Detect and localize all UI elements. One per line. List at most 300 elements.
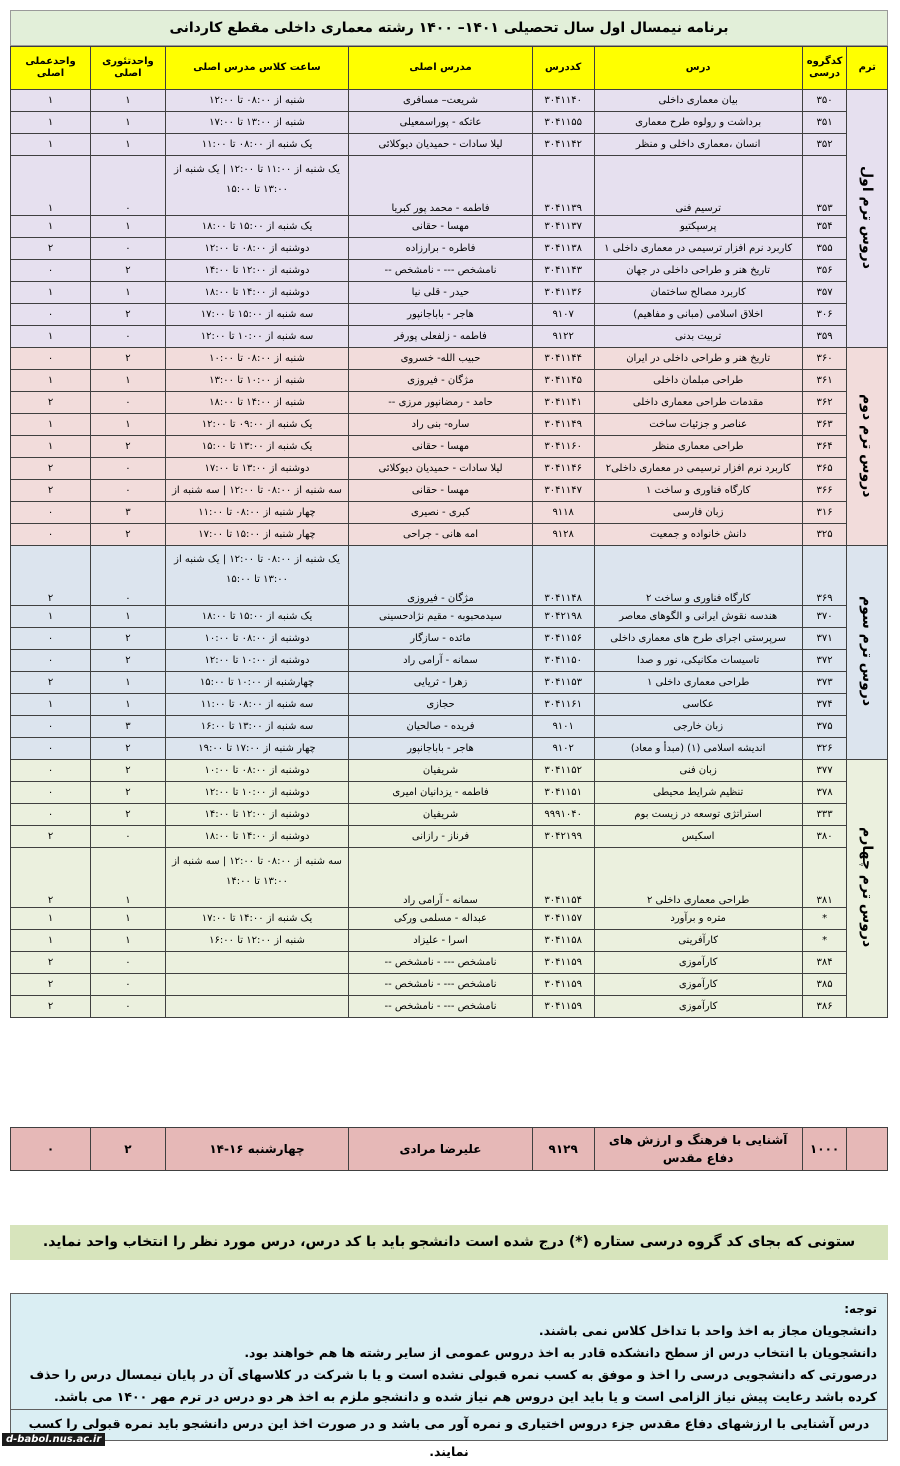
course-cell: انسان ،معماری داخلی و منظر xyxy=(594,134,802,156)
instructor-cell: فرناز - رازانی xyxy=(349,826,533,848)
time-cell: سه شنبه از ۱۳:۰۰ تا ۱۶:۰۰ xyxy=(165,716,349,738)
course-cell: هندسه نقوش ایرانی و الگوهای معاصر xyxy=(594,606,802,628)
practical-units-cell: ۰ xyxy=(11,760,91,782)
group-code-cell: ۳۵۴ xyxy=(802,216,847,238)
time-cell: چهار شنبه از ۰۸:۰۰ تا ۱۱:۰۰ xyxy=(165,502,349,524)
term-label: دروس ترم سوم xyxy=(859,596,876,707)
extra-group: ۱۰۰۰ xyxy=(802,1128,847,1171)
table-row xyxy=(11,930,888,952)
table-row xyxy=(11,782,888,804)
instructor-cell: نامشخص --- - نامشخص -- xyxy=(349,996,533,1018)
table-row xyxy=(11,112,888,134)
theory-units-cell: ۱ xyxy=(91,672,166,694)
practical-units-cell: ۲ xyxy=(11,480,91,502)
course-code-cell: ۳۰۴۲۱۹۹ xyxy=(532,826,594,848)
time-cell: دوشنبه از ۰۸:۰۰ تا ۱۲:۰۰ xyxy=(165,238,349,260)
instructor-cell: حبیب الله- خسروی xyxy=(349,348,533,370)
practical-units-cell: ۰ xyxy=(11,804,91,826)
theory-units-cell: ۲ xyxy=(91,650,166,672)
group-code-cell: ۳۸۱ xyxy=(802,848,847,908)
instructor-cell: لیلا سادات - حمیدیان دیوکلائی xyxy=(349,458,533,480)
practical-units-cell: ۱ xyxy=(11,90,91,112)
course-code-cell: ۳۰۴۱۱۵۳ xyxy=(532,672,594,694)
practical-units-cell: ۱ xyxy=(11,112,91,134)
course-cell: پرسپکتیو xyxy=(594,216,802,238)
course-code-cell: ۹۱۲۸ xyxy=(532,524,594,546)
instructor-cell: فاطمه - زلفعلی پورفر xyxy=(349,326,533,348)
extra-course-name: آشنایی با فرهنگ و ارزش های دفاع مقدس xyxy=(594,1128,802,1171)
table-row xyxy=(11,326,888,348)
note-line: دانشجویان با انتخاب درس از سطح دانشکده قادر به اخذ دروس عمومی از سایر رشته ها هم خواهند بود. xyxy=(244,1345,877,1360)
course-cell: اخلاق اسلامی (مبانی و مفاهیم) xyxy=(594,304,802,326)
instructor-cell: مائده - سازگار xyxy=(349,628,533,650)
course-code-cell: ۳۰۴۱۱۴۳ xyxy=(532,260,594,282)
time-cell: شنبه از ۰۸:۰۰ تا ۱۲:۰۰ xyxy=(165,90,349,112)
instructor-cell: حامد - رمضانپور مرزی -- xyxy=(349,392,533,414)
theory-units-cell: ۲ xyxy=(91,760,166,782)
course-code-cell: ۳۰۴۱۱۴۵ xyxy=(532,370,594,392)
group-code-cell: ۳۶۹ xyxy=(802,546,847,606)
page-title: برنامه نیمسال اول سال تحصیلی ۱۴۰۱– ۱۴۰۰ رشته معماری داخلی مقطع کاردانی xyxy=(10,10,888,46)
table-row xyxy=(11,414,888,436)
group-code-cell: ۳۵۰ xyxy=(802,90,847,112)
time-cell: سه شنبه از ۱۵:۰۰ تا ۱۷:۰۰ xyxy=(165,304,349,326)
group-code-cell: ۳۶۳ xyxy=(802,414,847,436)
group-code-cell: ۳۵۳ xyxy=(802,156,847,216)
instructor-cell: فاطمه - محمد پور کبریا xyxy=(349,156,533,216)
time-cell: چهار شنبه از ۱۵:۰۰ تا ۱۷:۰۰ xyxy=(165,524,349,546)
instructor-cell: اسرا - علیزاد xyxy=(349,930,533,952)
theory-units-cell: ۱ xyxy=(91,134,166,156)
course-code-cell: ۹۱۰۱ xyxy=(532,716,594,738)
theory-units-cell: ۱ xyxy=(91,930,166,952)
course-code-cell: ۹۱۰۲ xyxy=(532,738,594,760)
instructor-cell: سیدمحبوبه - مقیم نژادحسینی xyxy=(349,606,533,628)
practical-units-cell: ۲ xyxy=(11,392,91,414)
group-code-cell: ۳۱۶ xyxy=(802,502,847,524)
extra-time: چهارشنبه ۱۶-۱۴ xyxy=(165,1128,349,1171)
group-code-cell: * xyxy=(802,908,847,930)
table-row xyxy=(11,90,888,112)
group-code-cell: ۳۰۶ xyxy=(802,304,847,326)
extra-instructor: علیرضا مرادی xyxy=(349,1128,533,1171)
header-term: ترم xyxy=(847,47,888,90)
course-cell: کاربرد مصالح ساختمان xyxy=(594,282,802,304)
practical-units-cell: ۰ xyxy=(11,716,91,738)
instructor-cell: نامشخص --- - نامشخص -- xyxy=(349,952,533,974)
header-row xyxy=(11,47,888,90)
theory-units-cell: ۱ xyxy=(91,848,166,908)
time-cell: دوشنبه از ۱۰:۰۰ تا ۱۲:۰۰ xyxy=(165,782,349,804)
group-code-cell: ۳۲۶ xyxy=(802,738,847,760)
practical-units-cell: ۰ xyxy=(11,650,91,672)
practical-units-cell: ۲ xyxy=(11,848,91,908)
course-cell: مقدمات طراحی معماری داخلی xyxy=(594,392,802,414)
term-label: دروس ترم اول xyxy=(859,166,876,269)
course-cell: تاسیسات مکانیکی، نور و صدا xyxy=(594,650,802,672)
instructor-cell: مهسا - حقانی xyxy=(349,480,533,502)
theory-units-cell: ۱ xyxy=(91,606,166,628)
theory-units-cell: ۱ xyxy=(91,112,166,134)
time-cell: دوشنبه از ۱۰:۰۰ تا ۱۲:۰۰ xyxy=(165,650,349,672)
theory-units-cell: ۲ xyxy=(91,304,166,326)
theory-units-cell: ۱ xyxy=(91,282,166,304)
time-cell: یک شنبه از ۰۹:۰۰ تا ۱۲:۰۰ xyxy=(165,414,349,436)
table-row xyxy=(11,672,888,694)
course-code-cell: ۳۰۴۱۱۵۶ xyxy=(532,628,594,650)
extra-practical: ۰ xyxy=(11,1128,91,1171)
note-line: درصورتی که دانشجویی درسی را اخذ و موفق به کسب نمره قبولی نشده است و یا با شرکت در کلاسهای آن در پایان نیمسال درس را حذف کرده باشد رعایت پیش نیاز الزامی است و یا باید این دروس هم نیاز شده و دانشجو ملزم به اخذ هر دو درس در ترم مهر ۱۴۰۰ می باشد. xyxy=(29,1367,877,1404)
table-row xyxy=(11,650,888,672)
table-row xyxy=(11,694,888,716)
time-cell: یک شنبه از ۱۴:۰۰ تا ۱۷:۰۰ xyxy=(165,908,349,930)
course-cell: طراحی معماری داخلی ۱ xyxy=(594,672,802,694)
practical-units-cell: ۱ xyxy=(11,216,91,238)
theory-units-cell: ۰ xyxy=(91,952,166,974)
term-label: دروس ترم دوم xyxy=(859,393,876,498)
course-cell: کارآموزی xyxy=(594,996,802,1018)
instructor-cell: فاطمه - یزدانیان امیری xyxy=(349,782,533,804)
group-code-cell: ۳۶۶ xyxy=(802,480,847,502)
practical-units-cell: ۰ xyxy=(11,348,91,370)
course-code-cell: ۳۰۴۱۱۵۸ xyxy=(532,930,594,952)
course-cell: کاربرد نرم افزار ترسیمی در معماری داخلی۲ xyxy=(594,458,802,480)
instructor-cell: فاطره - برارزاده xyxy=(349,238,533,260)
course-cell: زبان خارجی xyxy=(594,716,802,738)
course-code-cell: ۳۰۴۱۱۵۰ xyxy=(532,650,594,672)
table-row xyxy=(11,826,888,848)
group-code-cell: ۳۸۵ xyxy=(802,974,847,996)
practical-units-cell: ۱ xyxy=(11,414,91,436)
theory-units-cell: ۲ xyxy=(91,738,166,760)
practical-units-cell: ۰ xyxy=(11,502,91,524)
extra-course-table xyxy=(10,1127,888,1171)
course-code-cell: ۳۰۴۱۱۵۵ xyxy=(532,112,594,134)
course-code-cell: ۳۰۴۱۱۵۹ xyxy=(532,996,594,1018)
practical-units-cell: ۲ xyxy=(11,952,91,974)
table-row xyxy=(11,370,888,392)
table-row xyxy=(11,738,888,760)
instructor-cell: عاتکه - پوراسمعیلی xyxy=(349,112,533,134)
practical-units-cell: ۲ xyxy=(11,996,91,1018)
practical-units-cell: ۰ xyxy=(11,260,91,282)
group-code-cell: ۳۵۹ xyxy=(802,326,847,348)
course-code-cell: ۳۰۴۲۱۹۸ xyxy=(532,606,594,628)
table-row xyxy=(11,392,888,414)
practical-units-cell: ۱ xyxy=(11,326,91,348)
group-code-cell: ۳۶۰ xyxy=(802,348,847,370)
theory-units-cell: ۱ xyxy=(91,90,166,112)
course-cell: سرپرستی اجرای طرح های معماری داخلی xyxy=(594,628,802,650)
table-row xyxy=(11,628,888,650)
theory-units-cell: ۰ xyxy=(91,238,166,260)
instructor-cell: حیدر - قلی نیا xyxy=(349,282,533,304)
table-row xyxy=(11,458,888,480)
theory-units-cell: ۲ xyxy=(91,260,166,282)
theory-units-cell: ۰ xyxy=(91,156,166,216)
course-code-cell: ۳۰۴۱۱۵۱ xyxy=(532,782,594,804)
time-cell: دوشنبه از ۱۲:۰۰ تا ۱۴:۰۰ xyxy=(165,260,349,282)
course-cell: کاربرد نرم افزار ترسیمی در معماری داخلی ۱ xyxy=(594,238,802,260)
instructor-cell: شریعت– مسافری xyxy=(349,90,533,112)
course-code-cell: ۳۰۴۱۱۴۶ xyxy=(532,458,594,480)
instructor-cell: هاجر - باباجانپور xyxy=(349,738,533,760)
theory-units-cell: ۲ xyxy=(91,436,166,458)
instructor-cell: عبداله - مسلمی ورکی xyxy=(349,908,533,930)
time-cell xyxy=(165,952,349,974)
course-cell: کارگاه فناوری و ساخت ۲ xyxy=(594,546,802,606)
course-code-cell: ۳۰۴۱۱۴۰ xyxy=(532,90,594,112)
theory-units-cell: ۲ xyxy=(91,348,166,370)
group-code-cell: ۳۵۲ xyxy=(802,134,847,156)
instructor-cell: شریفیان xyxy=(349,760,533,782)
table-row xyxy=(11,952,888,974)
theory-units-cell: ۰ xyxy=(91,546,166,606)
course-code-cell: ۳۰۴۱۱۳۶ xyxy=(532,282,594,304)
instructor-cell: هاجر - باباجانپور xyxy=(349,304,533,326)
term-label-cell xyxy=(847,760,888,1018)
course-code-cell: ۳۰۴۱۱۴۷ xyxy=(532,480,594,502)
course-cell: طراحی مبلمان داخلی xyxy=(594,370,802,392)
header-practical-units: واحدعملی اصلی xyxy=(11,47,91,90)
course-code-cell: ۳۰۴۱۱۶۰ xyxy=(532,436,594,458)
group-code-cell: ۳۶۴ xyxy=(802,436,847,458)
practical-units-cell: ۱ xyxy=(11,156,91,216)
instructor-cell: نامشخص --- - نامشخص -- xyxy=(349,974,533,996)
group-code-cell: ۳۷۸ xyxy=(802,782,847,804)
course-code-cell: ۹۱۱۸ xyxy=(532,502,594,524)
term-label-cell xyxy=(847,546,888,760)
time-cell: یک شنبه از ۱۵:۰۰ تا ۱۸:۰۰ xyxy=(165,216,349,238)
group-code-cell: ۳۸۴ xyxy=(802,952,847,974)
header-theory-units: واحدتئوری اصلی xyxy=(91,47,166,90)
time-cell xyxy=(165,974,349,996)
term-label-cell xyxy=(847,90,888,348)
practical-units-cell: ۱ xyxy=(11,930,91,952)
time-cell: شنبه از ۱۲:۰۰ تا ۱۶:۰۰ xyxy=(165,930,349,952)
practical-units-cell: ۱ xyxy=(11,606,91,628)
table-row xyxy=(11,436,888,458)
theory-units-cell: ۲ xyxy=(91,628,166,650)
course-cell: عناصر و جزئیات ساخت xyxy=(594,414,802,436)
group-code-cell: ۳۷۴ xyxy=(802,694,847,716)
group-code-cell: ۳۲۵ xyxy=(802,524,847,546)
course-cell: تربیت بدنی xyxy=(594,326,802,348)
course-code-cell: ۳۰۴۱۱۵۹ xyxy=(532,974,594,996)
course-cell: کارگاه فناوری و ساخت ۱ xyxy=(594,480,802,502)
table-row xyxy=(11,238,888,260)
course-cell: متره و برآورد xyxy=(594,908,802,930)
group-code-cell: ۳۸۶ xyxy=(802,996,847,1018)
table-row xyxy=(11,348,888,370)
table-row xyxy=(11,480,888,502)
instructor-cell: مژگان - فیروزی xyxy=(349,546,533,606)
time-cell: سه شنبه از ۰۸:۰۰ تا ۱۲:۰۰ | سه شنبه از xyxy=(165,480,349,502)
course-code-cell: ۹۹۹۱۰۴۰ xyxy=(532,804,594,826)
course-code-cell: ۳۰۴۱۱۵۲ xyxy=(532,760,594,782)
course-code-cell: ۳۰۴۱۱۴۸ xyxy=(532,546,594,606)
practical-units-cell: ۲ xyxy=(11,672,91,694)
time-cell: دوشنبه از ۰۸:۰۰ تا ۱۰:۰۰ xyxy=(165,760,349,782)
group-code-cell: ۳۸۰ xyxy=(802,826,847,848)
course-cell: زبان فنی xyxy=(594,760,802,782)
time-cell: یک شنبه از ۰۸:۰۰ تا ۱۱:۰۰ xyxy=(165,134,349,156)
theory-units-cell: ۰ xyxy=(91,326,166,348)
time-cell: چهار شنبه از ۱۷:۰۰ تا ۱۹:۰۰ xyxy=(165,738,349,760)
theory-units-cell: ۰ xyxy=(91,826,166,848)
course-cell: زبان فارسی xyxy=(594,502,802,524)
course-code-cell: ۳۰۴۱۱۵۷ xyxy=(532,908,594,930)
table-row xyxy=(11,260,888,282)
extra-course-code: ۹۱۲۹ xyxy=(532,1128,594,1171)
course-code-cell: ۳۰۴۱۱۳۷ xyxy=(532,216,594,238)
instructor-cell: سمانه - آرامی راد xyxy=(349,650,533,672)
practical-units-cell: ۰ xyxy=(11,782,91,804)
group-code-cell: ۳۷۲ xyxy=(802,650,847,672)
course-cell: کارآموزی xyxy=(594,952,802,974)
instructor-cell: مهسا - حقانی xyxy=(349,216,533,238)
group-code-cell: ۳۷۳ xyxy=(802,672,847,694)
instructor-cell: کبری - نصیری xyxy=(349,502,533,524)
theory-units-cell: ۱ xyxy=(91,370,166,392)
theory-units-cell: ۲ xyxy=(91,782,166,804)
time-cell xyxy=(165,996,349,1018)
time-cell: سه شنبه از ۰۸:۰۰ تا ۱۲:۰۰ | سه شنبه از ۱۳:۰۰ تا ۱۴:۰۰ xyxy=(165,848,349,908)
course-cell: کارآموزی xyxy=(594,974,802,996)
theory-units-cell: ۱ xyxy=(91,908,166,930)
header-instructor: مدرس اصلی xyxy=(349,47,533,90)
group-code-cell: ۳۶۱ xyxy=(802,370,847,392)
group-code-cell: ۳۵۵ xyxy=(802,238,847,260)
header-course-code: کددرس xyxy=(532,47,594,90)
group-code-cell: ۳۵۱ xyxy=(802,112,847,134)
course-code-cell: ۳۰۴۱۱۴۲ xyxy=(532,134,594,156)
course-cell: طراحی معماری داخلی ۲ xyxy=(594,848,802,908)
time-cell: یک شنبه از ۱۱:۰۰ تا ۱۲:۰۰ | یک شنبه از ۱۳:۰۰ تا ۱۵:۰۰ xyxy=(165,156,349,216)
term-label: دروس ترم چهارم xyxy=(859,827,876,948)
schedule-table xyxy=(10,46,888,1018)
course-code-cell: ۳۰۴۱۱۳۸ xyxy=(532,238,594,260)
course-code-cell: ۳۰۴۱۱۴۹ xyxy=(532,414,594,436)
time-cell: سه شنبه از ۰۸:۰۰ تا ۱۱:۰۰ xyxy=(165,694,349,716)
time-cell: سه شنبه از ۱۰:۰۰ تا ۱۲:۰۰ xyxy=(165,326,349,348)
course-cell: بیان معماری داخلی xyxy=(594,90,802,112)
extra-theory: ۲ xyxy=(91,1128,166,1171)
table-row xyxy=(11,760,888,782)
practical-units-cell: ۱ xyxy=(11,282,91,304)
notes-heading: توجه: xyxy=(844,1302,877,1316)
instructor-cell: زهرا - ثریایی xyxy=(349,672,533,694)
course-code-cell: ۳۰۴۱۱۴۴ xyxy=(532,348,594,370)
instructor-cell: لیلا سادات - حمیدیان دیوکلائی xyxy=(349,134,533,156)
practical-units-cell: ۰ xyxy=(11,304,91,326)
course-code-cell: ۳۰۴۱۱۵۴ xyxy=(532,848,594,908)
course-code-cell: ۳۰۴۱۱۵۹ xyxy=(532,952,594,974)
course-cell: تنظیم شرایط محیطی xyxy=(594,782,802,804)
course-code-cell: ۳۰۴۱۱۶۱ xyxy=(532,694,594,716)
course-cell: کارآفرینی xyxy=(594,930,802,952)
practical-units-cell: ۲ xyxy=(11,974,91,996)
table-row xyxy=(11,848,888,908)
theory-units-cell: ۰ xyxy=(91,974,166,996)
table-row xyxy=(11,974,888,996)
practical-units-cell: ۱ xyxy=(11,370,91,392)
practical-units-cell: ۲ xyxy=(11,238,91,260)
course-cell: دانش خانواده و جمعیت xyxy=(594,524,802,546)
group-code-cell: ۳۷۷ xyxy=(802,760,847,782)
practical-units-cell: ۱ xyxy=(11,694,91,716)
time-cell: دوشنبه از ۱۴:۰۰ تا ۱۸:۰۰ xyxy=(165,826,349,848)
course-cell: طراحی معماری منظر xyxy=(594,436,802,458)
practical-units-cell: ۱ xyxy=(11,436,91,458)
theory-units-cell: ۰ xyxy=(91,458,166,480)
instructor-cell: مهسا - حقانی xyxy=(349,436,533,458)
note-last: درس آشنایی با ارزشهای دفاع مقدس جزء دروس اختیاری و نمره آور می باشد و در صورت اخذ این درس دانشجو باید نمره قبولی را کسب نمایند. xyxy=(11,1409,887,1440)
time-cell: شنبه از ۱۰:۰۰ تا ۱۳:۰۰ xyxy=(165,370,349,392)
practical-units-cell: ۲ xyxy=(11,458,91,480)
group-code-cell: ۳۷۱ xyxy=(802,628,847,650)
practical-units-cell: ۰ xyxy=(11,524,91,546)
practical-units-cell: ۰ xyxy=(11,738,91,760)
table-row xyxy=(11,804,888,826)
course-code-cell: ۳۰۴۱۱۴۱ xyxy=(532,392,594,414)
time-cell: دوشنبه از ۰۸:۰۰ تا ۱۰:۰۰ xyxy=(165,628,349,650)
time-cell: چهارشنبه از ۱۰:۰۰ تا ۱۵:۰۰ xyxy=(165,672,349,694)
time-cell: یک شنبه از ۰۸:۰۰ تا ۱۲:۰۰ | یک شنبه از ۱۳:۰۰ تا ۱۵:۰۰ xyxy=(165,546,349,606)
theory-units-cell: ۳ xyxy=(91,716,166,738)
group-code-cell: ۳۳۳ xyxy=(802,804,847,826)
time-cell: شنبه از ۰۸:۰۰ تا ۱۰:۰۰ xyxy=(165,348,349,370)
table-row xyxy=(11,502,888,524)
table-row xyxy=(11,524,888,546)
instructor-cell: ساره- بنی راد xyxy=(349,414,533,436)
table-row xyxy=(11,546,888,606)
notes-box xyxy=(10,1293,888,1459)
time-cell: دوشنبه از ۱۳:۰۰ تا ۱۷:۰۰ xyxy=(165,458,349,480)
table-row xyxy=(11,156,888,216)
time-cell: یک شنبه از ۱۳:۰۰ تا ۱۵:۰۰ xyxy=(165,436,349,458)
time-cell: شنبه از ۱۳:۰۰ تا ۱۷:۰۰ xyxy=(165,112,349,134)
instructor-cell: سمانه - آرامی راد xyxy=(349,848,533,908)
group-code-cell: ۳۷۰ xyxy=(802,606,847,628)
theory-units-cell: ۰ xyxy=(91,392,166,414)
instructor-cell: نامشخص --- - نامشخص -- xyxy=(349,260,533,282)
course-code-cell: ۹۱۲۲ xyxy=(532,326,594,348)
time-cell: دوشنبه از ۱۲:۰۰ تا ۱۴:۰۰ xyxy=(165,804,349,826)
theory-units-cell: ۱ xyxy=(91,216,166,238)
header-course: درس xyxy=(594,47,802,90)
instructor-cell: شریفیان xyxy=(349,804,533,826)
table-row xyxy=(11,304,888,326)
instructor-cell: فریده - صالحیان xyxy=(349,716,533,738)
course-cell: تاریخ هنر و طراحی داخلی در ایران xyxy=(594,348,802,370)
theory-units-cell: ۲ xyxy=(91,524,166,546)
course-cell: تاریخ هنر و طراحی داخلی در جهان xyxy=(594,260,802,282)
extra-course-row xyxy=(11,1128,888,1171)
course-cell: برداشت و رولوه طرح معماری xyxy=(594,112,802,134)
instructor-cell: امه هانی - جراحی xyxy=(349,524,533,546)
practical-units-cell: ۲ xyxy=(11,826,91,848)
time-cell: شنبه از ۱۴:۰۰ تا ۱۸:۰۰ xyxy=(165,392,349,414)
time-cell: دوشنبه از ۱۴:۰۰ تا ۱۸:۰۰ xyxy=(165,282,349,304)
group-code-cell: ۳۵۷ xyxy=(802,282,847,304)
course-cell: استراتژی توسعه در زیست بوم xyxy=(594,804,802,826)
note-line: دانشجویان مجاز به اخذ واحد با تداخل کلاس نمی باشند. xyxy=(538,1323,877,1338)
star-note: ستونی که بجای کد گروه درسی ستاره (*) درج شده است دانشجو باید با کد درس، درس مورد نظر را انتخاب واحد نماید. xyxy=(10,1225,888,1260)
course-cell: اندیشه اسلامی (۱) (مبدأ و معاد) xyxy=(594,738,802,760)
theory-units-cell: ۰ xyxy=(91,480,166,502)
practical-units-cell: ۰ xyxy=(11,628,91,650)
